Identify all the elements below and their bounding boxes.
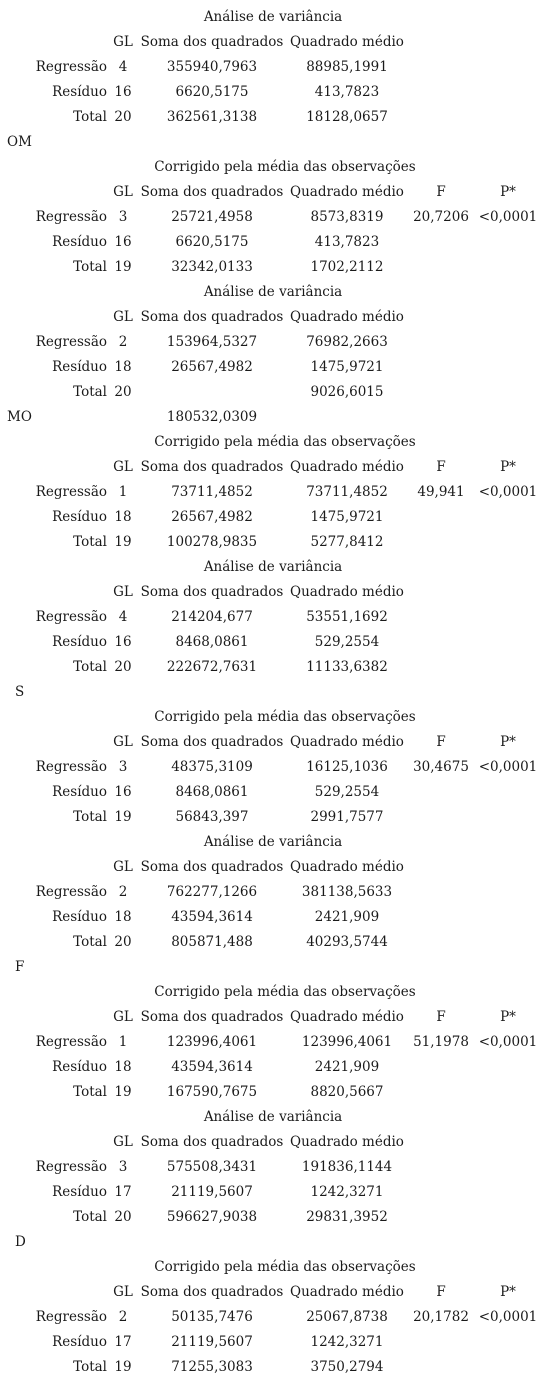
sum-of-squares-value: 355940,7963: [166, 59, 258, 75]
gl-header: GL: [113, 34, 133, 50]
sum-of-squares-value: 6620,5175: [175, 84, 249, 100]
gl-value: 20: [114, 659, 132, 675]
mean-square-header: Quadrado médio: [290, 184, 404, 200]
group-marker-label: D: [15, 1234, 26, 1250]
corrected-title-text: Corrigido pela média das observações: [154, 984, 416, 1000]
sum-of-squares-value: 71255,3083: [171, 1359, 253, 1375]
p-header: P*: [500, 184, 516, 200]
sum-of-squares-value: 8468,0861: [175, 634, 249, 650]
sum-of-squares-value: 26567,4982: [171, 359, 253, 375]
sum-of-squares-value: 100278,9835: [166, 534, 258, 550]
group-marker: [0, 955, 546, 980]
gl-value: 2: [118, 334, 128, 350]
sum-of-squares-header: Soma dos quadrados: [140, 859, 284, 875]
group-marker-label: OM: [7, 134, 32, 150]
row-label: Resíduo: [52, 234, 107, 250]
sum-of-squares-value: 56843,397: [175, 809, 249, 825]
anova-title-text: Análise de variância: [203, 559, 343, 575]
sum-of-squares-header: Soma dos quadrados: [140, 1009, 284, 1025]
gl-header: GL: [113, 1284, 133, 1300]
mean-square-header: Quadrado médio: [290, 309, 404, 325]
sum-of-squares-value: 48375,3109: [171, 759, 253, 775]
f-header: F: [436, 1009, 446, 1025]
p-value: <0,0001: [478, 1309, 538, 1325]
gl-value: 4: [118, 609, 128, 625]
mean-square-value: 18128,0657: [306, 109, 388, 125]
sum-of-squares-value: 153964,5327: [166, 334, 258, 350]
row-label: Total: [73, 659, 107, 675]
row-label: Total: [73, 534, 107, 550]
table-row-regressao: [0, 1155, 546, 1180]
table-row-residuo: [0, 1180, 546, 1205]
table-row-residuo: [0, 80, 546, 105]
group-marker-label: MO: [7, 409, 32, 425]
mean-square-value: 1475,9721: [310, 509, 384, 525]
mean-square-header: Quadrado médio: [290, 459, 404, 475]
mean-square-value: 413,7823: [314, 84, 380, 100]
row-label: Total: [73, 259, 107, 275]
f-header: F: [436, 734, 446, 750]
sum-of-squares-value: 167590,7675: [166, 1084, 258, 1100]
mean-square-value: 8573,8319: [310, 209, 384, 225]
f-value: 20,7206: [413, 209, 469, 225]
column-header-row: [0, 1130, 546, 1155]
table-row-regressao: [0, 605, 546, 630]
gl-value: 2: [118, 884, 128, 900]
anova-title: [0, 280, 546, 305]
column-header-row: [0, 855, 546, 880]
row-label: Resíduo: [52, 359, 107, 375]
table-row-total: [0, 1205, 546, 1230]
column-header-row: [0, 180, 546, 205]
gl-value: 18: [114, 509, 132, 525]
table-row-residuo: [0, 780, 546, 805]
sum-of-squares-value: 43594,3614: [171, 909, 253, 925]
sum-of-squares-header: Soma dos quadrados: [140, 1134, 284, 1150]
p-value: <0,0001: [478, 209, 538, 225]
anova-title-text: Análise de variância: [203, 834, 343, 850]
mean-square-header: Quadrado médio: [290, 1284, 404, 1300]
corrected-title: [0, 155, 546, 180]
p-value: <0,0001: [478, 759, 538, 775]
gl-value: 1: [118, 1034, 128, 1050]
f-header: F: [436, 184, 446, 200]
table-row-total: [0, 530, 546, 555]
gl-value: 20: [114, 384, 132, 400]
sum-of-squares-value: 575508,3431: [166, 1159, 258, 1175]
corrected-title-text: Corrigido pela média das observações: [154, 709, 416, 725]
column-header-row: [0, 305, 546, 330]
table-row-residuo: [0, 905, 546, 930]
gl-value: 19: [114, 1084, 132, 1100]
table-row-regressao: [0, 880, 546, 905]
sum-of-squares-header: Soma dos quadrados: [140, 584, 284, 600]
sum-of-squares-value: 21119,5607: [171, 1184, 253, 1200]
mean-square-value: 529,2554: [314, 634, 380, 650]
sum-of-squares-value: 43594,3614: [171, 1059, 253, 1075]
table-row-total: [0, 655, 546, 680]
gl-value: 19: [114, 534, 132, 550]
corrected-title: [0, 705, 546, 730]
sum-of-squares-value: 596627,9038: [166, 1209, 258, 1225]
sum-of-squares-header: Soma dos quadrados: [140, 309, 284, 325]
column-header-row: [0, 30, 546, 55]
corrected-title: [0, 980, 546, 1005]
gl-value: 19: [114, 259, 132, 275]
f-value: 20,1782: [413, 1309, 469, 1325]
sum-of-squares-value: 26567,4982: [171, 509, 253, 525]
group-marker: [0, 1230, 546, 1255]
gl-value: 17: [114, 1184, 132, 1200]
mean-square-value: 1242,3271: [310, 1334, 384, 1350]
table-row-residuo: [0, 630, 546, 655]
table-row-regressao: [0, 480, 546, 505]
row-label: Regressão: [35, 609, 107, 625]
row-label: Total: [73, 1084, 107, 1100]
p-header: P*: [500, 459, 516, 475]
sum-of-squares-value: 762277,1266: [166, 884, 258, 900]
mean-square-value: 2991,7577: [310, 809, 384, 825]
table-row-regressao: [0, 755, 546, 780]
anova-title: [0, 830, 546, 855]
gl-value: 16: [114, 784, 132, 800]
gl-header: GL: [113, 184, 133, 200]
gl-value: 3: [118, 1159, 128, 1175]
mean-square-value: 413,7823: [314, 234, 380, 250]
mean-square-value: 1242,3271: [310, 1184, 384, 1200]
table-row-regressao: [0, 1030, 546, 1055]
mean-square-value: 9026,6015: [310, 384, 384, 400]
anova-title: [0, 5, 546, 30]
mean-square-header: Quadrado médio: [290, 34, 404, 50]
mean-square-header: Quadrado médio: [290, 584, 404, 600]
gl-value: 3: [118, 209, 128, 225]
gl-value: 16: [114, 234, 132, 250]
table-row-total: [0, 1080, 546, 1105]
sum-of-squares-value: 362561,3138: [166, 109, 258, 125]
sum-of-squares-value: 8468,0861: [175, 784, 249, 800]
mean-square-value: 3750,2794: [310, 1359, 384, 1375]
gl-value: 18: [114, 1059, 132, 1075]
anova-title-text: Análise de variância: [203, 284, 343, 300]
sum-of-squares-value: 123996,4061: [166, 1034, 258, 1050]
table-row-total: [0, 105, 546, 130]
table-row-residuo: [0, 230, 546, 255]
table-row-regressao: [0, 55, 546, 80]
row-label: Total: [73, 1359, 107, 1375]
gl-value: 4: [118, 59, 128, 75]
f-header: F: [436, 1284, 446, 1300]
gl-header: GL: [113, 459, 133, 475]
table-row-total: [0, 380, 546, 405]
mean-square-value: 76982,2663: [306, 334, 388, 350]
table-row-residuo: [0, 355, 546, 380]
table-row-regressao: [0, 1305, 546, 1330]
row-label: Regressão: [35, 759, 107, 775]
row-label: Regressão: [35, 334, 107, 350]
mean-square-value: 2421,909: [314, 1059, 380, 1075]
corrected-title-text: Corrigido pela média das observações: [154, 434, 416, 450]
gl-value: 16: [114, 84, 132, 100]
mean-square-header: Quadrado médio: [290, 734, 404, 750]
mean-square-value: 25067,8738: [306, 1309, 388, 1325]
row-label: Resíduo: [52, 1059, 107, 1075]
row-label: Total: [73, 809, 107, 825]
anova-title: [0, 1105, 546, 1130]
gl-value: 18: [114, 909, 132, 925]
column-header-row: [0, 1280, 546, 1305]
row-label: Total: [73, 384, 107, 400]
mean-square-value: 381138,5633: [301, 884, 393, 900]
row-label: Resíduo: [52, 509, 107, 525]
mean-square-value: 529,2554: [314, 784, 380, 800]
mean-square-value: 29831,3952: [306, 1209, 388, 1225]
column-header-row: [0, 580, 546, 605]
corrected-title-text: Corrigido pela média das observações: [154, 159, 416, 175]
group-marker: [0, 130, 546, 155]
mean-square-value: 191836,1144: [301, 1159, 393, 1175]
table-row-total: [0, 805, 546, 830]
anova-title: [0, 555, 546, 580]
corrected-title-text: Corrigido pela média das observações: [154, 1259, 416, 1275]
sum-of-squares-header: Soma dos quadrados: [140, 459, 284, 475]
sum-of-squares-value: 50135,7476: [171, 1309, 253, 1325]
p-header: P*: [500, 734, 516, 750]
mean-square-value: 40293,5744: [306, 934, 388, 950]
mean-square-value: 53551,1692: [306, 609, 388, 625]
group-marker-label: S: [15, 684, 25, 700]
mean-square-header: Quadrado médio: [290, 1009, 404, 1025]
gl-value: 20: [114, 1209, 132, 1225]
table-row-residuo: [0, 1330, 546, 1355]
row-label: Resíduo: [52, 1184, 107, 1200]
row-label: Regressão: [35, 1159, 107, 1175]
p-header: P*: [500, 1284, 516, 1300]
sum-of-squares-value: 214204,677: [171, 609, 253, 625]
row-label: Resíduo: [52, 634, 107, 650]
sum-of-squares-value: 32342,0133: [171, 259, 253, 275]
anova-title-text: Análise de variância: [203, 9, 343, 25]
row-label: Resíduo: [52, 84, 107, 100]
row-label: Total: [73, 109, 107, 125]
gl-value: 20: [114, 109, 132, 125]
sum-of-squares-header: Soma dos quadrados: [140, 1284, 284, 1300]
row-label: Total: [73, 934, 107, 950]
sum-of-squares-value: 73711,4852: [171, 484, 253, 500]
mean-square-value: 5277,8412: [310, 534, 384, 550]
row-label: Resíduo: [52, 1334, 107, 1350]
sum-of-squares-value: 805871,488: [171, 934, 253, 950]
column-header-row: [0, 1005, 546, 1030]
mean-square-value: 1702,2112: [310, 259, 384, 275]
gl-header: GL: [113, 1009, 133, 1025]
gl-header: GL: [113, 309, 133, 325]
f-header: F: [436, 459, 446, 475]
mean-square-header: Quadrado médio: [290, 859, 404, 875]
gl-header: GL: [113, 859, 133, 875]
table-row-total: [0, 930, 546, 955]
gl-value: 16: [114, 634, 132, 650]
gl-value: 19: [114, 809, 132, 825]
gl-header: GL: [113, 1134, 133, 1150]
p-header: P*: [500, 1009, 516, 1025]
sum-of-squares-value: 222672,7631: [166, 659, 258, 675]
group-marker: [0, 680, 546, 705]
gl-header: GL: [113, 734, 133, 750]
row-label: Regressão: [35, 1034, 107, 1050]
row-label: Resíduo: [52, 784, 107, 800]
gl-header: GL: [113, 584, 133, 600]
mean-square-header: Quadrado médio: [290, 1134, 404, 1150]
p-value: <0,0001: [478, 484, 538, 500]
row-label: Regressão: [35, 209, 107, 225]
mean-square-value: 88985,1991: [306, 59, 388, 75]
row-label: Regressão: [35, 484, 107, 500]
column-header-row: [0, 455, 546, 480]
anova-title-text: Análise de variância: [203, 1109, 343, 1125]
group-marker-value: 180532,0309: [166, 409, 258, 425]
gl-value: 1: [118, 484, 128, 500]
gl-value: 3: [118, 759, 128, 775]
table-row-total: [0, 255, 546, 280]
gl-value: 20: [114, 934, 132, 950]
sum-of-squares-value: 6620,5175: [175, 234, 249, 250]
f-value: 51,1978: [413, 1034, 469, 1050]
mean-square-value: 11133,6382: [306, 659, 388, 675]
column-header-row: [0, 730, 546, 755]
p-value: <0,0001: [478, 1034, 538, 1050]
gl-value: 19: [114, 1359, 132, 1375]
sum-of-squares-value: 25721,4958: [171, 209, 253, 225]
mean-square-value: 73711,4852: [306, 484, 388, 500]
f-value: 30,4675: [413, 759, 469, 775]
sum-of-squares-header: Soma dos quadrados: [140, 184, 284, 200]
mean-square-value: 123996,4061: [301, 1034, 393, 1050]
corrected-title: [0, 1255, 546, 1280]
table-row-regressao: [0, 330, 546, 355]
row-label: Resíduo: [52, 909, 107, 925]
row-label: Regressão: [35, 1309, 107, 1325]
gl-value: 2: [118, 1309, 128, 1325]
mean-square-value: 8820,5667: [310, 1084, 384, 1100]
mean-square-value: 2421,909: [314, 909, 380, 925]
mean-square-value: 16125,1036: [306, 759, 388, 775]
sum-of-squares-header: Soma dos quadrados: [140, 734, 284, 750]
gl-value: 18: [114, 359, 132, 375]
group-marker: [0, 405, 546, 430]
sum-of-squares-header: Soma dos quadrados: [140, 34, 284, 50]
group-marker-label: F: [15, 959, 25, 975]
table-row-total: [0, 1355, 546, 1380]
mean-square-value: 1475,9721: [310, 359, 384, 375]
row-label: Total: [73, 1209, 107, 1225]
table-row-regressao: [0, 205, 546, 230]
table-row-residuo: [0, 1055, 546, 1080]
gl-value: 17: [114, 1334, 132, 1350]
row-label: Regressão: [35, 59, 107, 75]
sum-of-squares-value: 21119,5607: [171, 1334, 253, 1350]
table-row-residuo: [0, 505, 546, 530]
row-label: Regressão: [35, 884, 107, 900]
f-value: 49,941: [417, 484, 465, 500]
corrected-title: [0, 430, 546, 455]
